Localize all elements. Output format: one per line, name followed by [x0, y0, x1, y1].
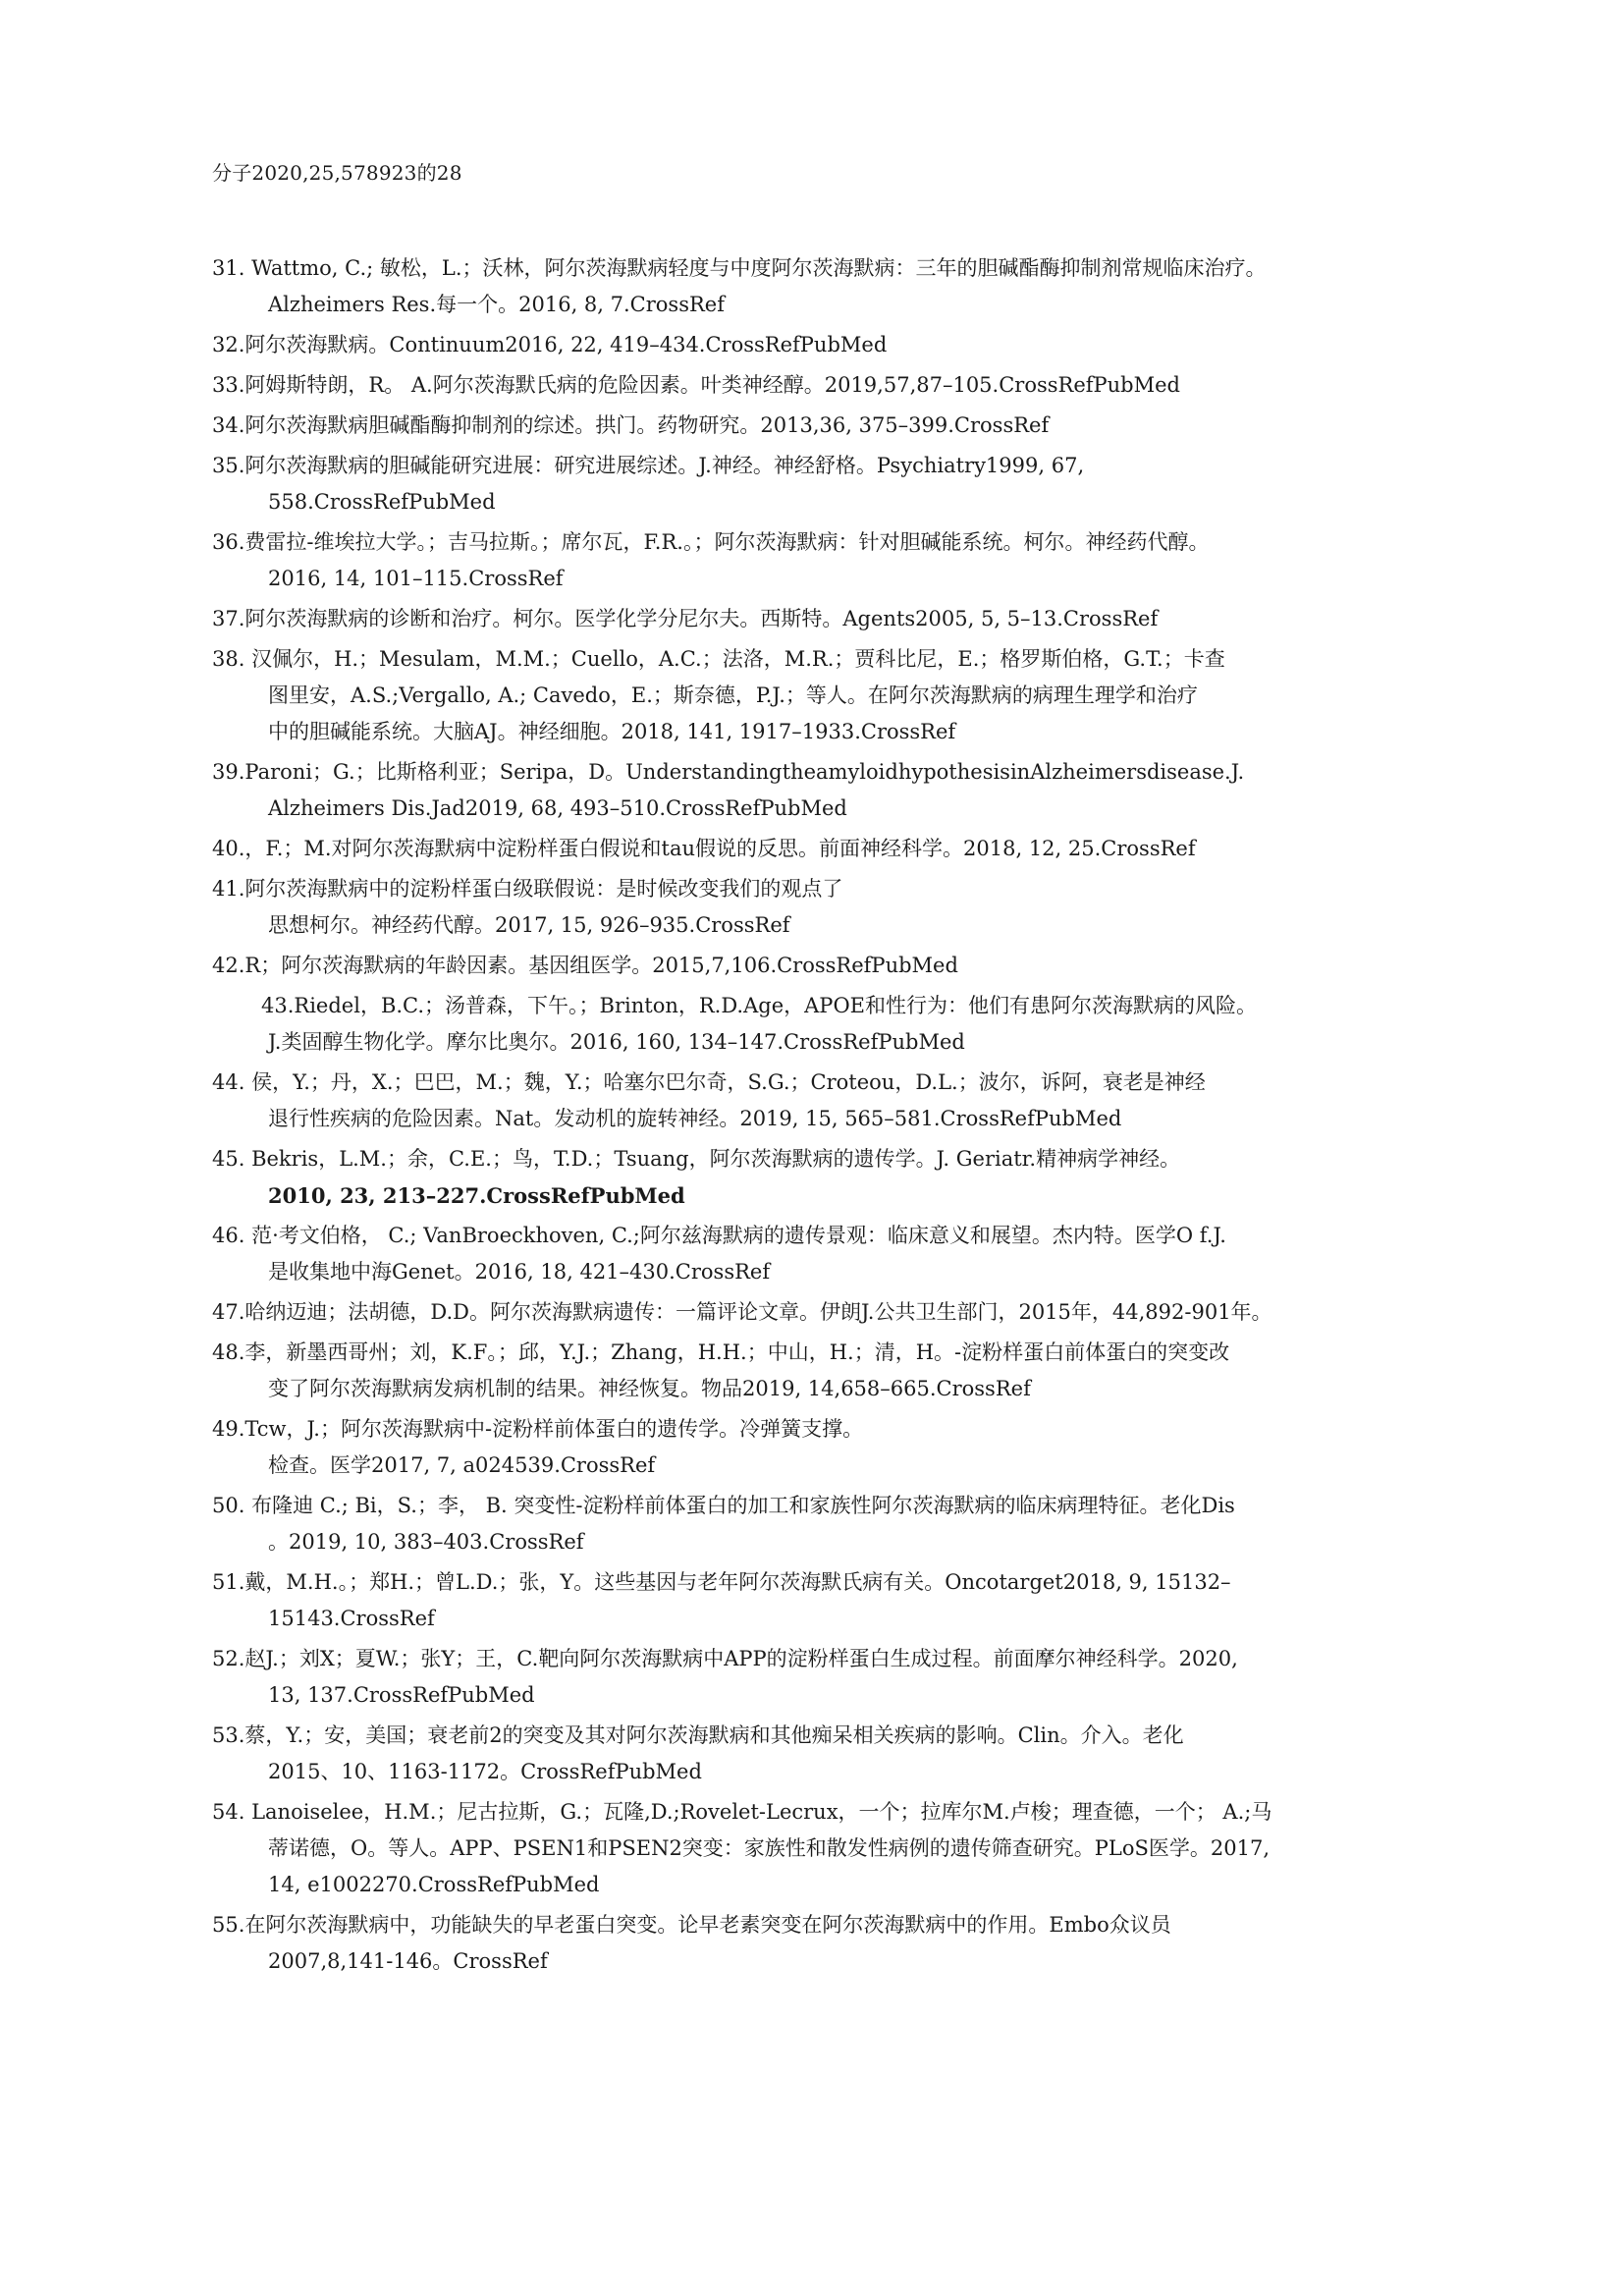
reference-item	[212, 1794, 1449, 1903]
reference-line: 40.，F.；M.对阿尔茨海默病中淀粉样蛋白假说和tau假说的反思。前面神经科学。2018, 12, 25.CrossRef	[212, 837, 1196, 860]
reference-item	[212, 948, 1449, 984]
reference-item	[212, 1065, 1449, 1137]
reference-line: 15143.CrossRef	[268, 1607, 435, 1630]
reference-item	[212, 250, 1449, 323]
reference-line: 13, 137.CrossRefPubMed	[268, 1683, 535, 1707]
journal-citation-header: 分子2020,25,578923的28	[212, 161, 462, 185]
reference-item	[212, 327, 1449, 363]
reference-line: 45. Bekris，L.M.；余，C.E.；鸟，T.D.；Tsuang，阿尔茨海默病的遗传学。J. Geriatr.精神病学神经。	[212, 1147, 1181, 1171]
reference-item	[212, 1718, 1449, 1790]
reference-line: 检查。医学2017, 7, a024539.CrossRef	[268, 1453, 656, 1477]
reference-line: 31. Wattmo, C.; 敏松，L.；沃林，阿尔茨海默病轻度与中度阿尔茨海默病：三年的胆碱酯酶抑制剂常规临床治疗。	[212, 256, 1267, 280]
reference-line: 。2019, 10, 383–403.CrossRef	[268, 1530, 584, 1554]
reference-item	[212, 408, 1449, 444]
reference-item	[212, 754, 1449, 827]
reference-item	[212, 601, 1449, 637]
reference-line: 44. 侯，Y.；丹，X.；巴巴，M.；魏，Y.；哈塞尔巴尔奇，S.G.；Croteou，D.L.；波尔，诉阿，衰老是神经	[212, 1070, 1206, 1094]
reference-line: 55.在阿尔茨海默病中，功能缺失的早老蛋白突变。论早老素突变在阿尔茨海默病中的作用。Embo众议员	[212, 1913, 1171, 1937]
reference-line: 42.R；阿尔茨海默病的年龄因素。基因组医学。2015,7,106.CrossRefPubMed	[212, 954, 958, 977]
reference-line: Alzheimers Dis.Jad2019, 68, 493–510.CrossRefPubMed	[268, 796, 847, 820]
reference-line: 37.阿尔茨海默病的诊断和治疗。柯尔。医学化学分尼尔夫。西斯特。Agents2005, 5, 5–13.CrossRef	[212, 607, 1159, 630]
reference-item	[212, 1488, 1449, 1560]
reference-line: 47.哈纳迈迪；法胡德，D.D。阿尔茨海默病遗传：一篇评论文章。伊朗J.公共卫生部门，2015年，44,892-901年。	[212, 1300, 1272, 1324]
reference-item	[212, 871, 1449, 944]
reference-item	[212, 524, 1449, 597]
reference-line: 34.阿尔茨海默病胆碱酯酶抑制剂的综述。拱门。药物研究。2013,36, 375–399.CrossRef	[212, 413, 1050, 437]
reference-item	[212, 1641, 1449, 1714]
reference-line: 50. 布隆迪 C.; Bi，S.；李， B. 突变性-淀粉样前体蛋白的加工和家族性阿尔茨海默病的临床病理特征。老化Dis	[212, 1494, 1235, 1517]
reference-item	[212, 1411, 1449, 1484]
reference-line: J.类固醇生物化学。摩尔比奥尔。2016, 160, 134–147.CrossRefPubMed	[268, 1030, 965, 1054]
reference-item	[212, 641, 1449, 750]
reference-line: 2010, 23, 213–227.CrossRefPubMed	[268, 1183, 685, 1208]
reference-line: 48.李，新墨西哥州；刘，K.F。；邱，Y.J.；Zhang，H.H.；中山，H.；清，H。-淀粉样蛋白前体蛋白的突变改	[212, 1340, 1230, 1364]
reference-item	[212, 1564, 1449, 1637]
reference-item	[212, 448, 1449, 520]
reference-line: 是收集地中海Genet。2016, 18, 421–430.CrossRef	[268, 1260, 771, 1284]
reference-line: 54. Lanoiselee，H.M.；尼古拉斯，G.；瓦隆,D.;Rovelet-Lecrux，一个；拉库尔M.卢梭；理查德，一个； A.;马	[212, 1800, 1272, 1824]
reference-item	[212, 1335, 1449, 1407]
reference-line: 46. 范·考文伯格， C.; VanBroeckhoven, C.;阿尔兹海默病的遗传景观：临床意义和展望。杰内特。医学O f.J.	[212, 1224, 1226, 1247]
reference-line: 14, e1002270.CrossRefPubMed	[268, 1873, 600, 1896]
reference-line: 36.费雷拉-维埃拉大学。；吉马拉斯。；席尔瓦，F.R.。；阿尔茨海默病：针对胆碱能系统。柯尔。神经药代醇。	[212, 530, 1210, 554]
reference-line: 38. 汉佩尔，H.；Mesulam，M.M.；Cuello，A.C.；法洛，M.R.；贾科比尼，E.；格罗斯伯格，G.T.；卡查	[212, 647, 1225, 671]
reference-item	[212, 988, 1449, 1061]
reference-line: 53.蔡，Y.；安，美国；衰老前2的突变及其对阿尔茨海默病和其他痴呆相关疾病的影响。Clin。介入。老化	[212, 1723, 1184, 1747]
reference-item	[212, 1907, 1449, 1980]
reference-item	[212, 831, 1449, 867]
reference-line: 35.阿尔茨海默病的胆碱能研究进展：研究进展综述。J.神经。神经舒格。Psychiatry1999, 67,	[212, 454, 1085, 477]
reference-line: 中的胆碱能系统。大脑AJ。神经细胞。2018, 141, 1917–1933.CrossRef	[268, 720, 956, 743]
reference-line: 51.戴，M.H.。；郑H.；曾L.D.；张，Y。这些基因与老年阿尔茨海默氏病有关。Oncotarget2018, 9, 15132–	[212, 1570, 1231, 1594]
reference-line: 2007,8,141-146。CrossRef	[268, 1949, 548, 1973]
reference-item	[212, 1294, 1449, 1331]
reference-line: Alzheimers Res.每一个。2016, 8, 7.CrossRef	[268, 293, 725, 316]
reference-line: 43.Riedel，B.C.；汤普森，下午。；Brinton，R.D.Age，APOE和性行为：他们有患阿尔茨海默病的风险。	[261, 994, 1257, 1017]
reference-line: 2015、10、1163-1172。CrossRefPubMed	[268, 1760, 702, 1783]
reference-line: 变了阿尔茨海默病发病机制的结果。神经恢复。物品2019, 14,658–665.CrossRef	[268, 1377, 1031, 1400]
reference-line: 39.Paroni；G.；比斯格利亚；Seripa，D。UnderstandingtheamyloidhypothesisinAlzheimersdisease.J.	[212, 760, 1245, 784]
reference-line: 思想柯尔。神经药代醇。2017, 15, 926–935.CrossRef	[268, 913, 790, 937]
reference-item	[212, 1141, 1449, 1214]
reference-line: 蒂诺德，O。等人。APP、PSEN1和PSEN2突变：家族性和散发性病例的遗传筛查研究。PLoS医学。2017,	[268, 1836, 1271, 1860]
reference-line: 41.阿尔茨海默病中的淀粉样蛋白级联假说：是时候改变我们的观点了	[212, 877, 843, 901]
reference-line: 52.赵J.；刘X；夏W.；张Y；王，C.靶向阿尔茨海默病中APP的淀粉样蛋白生成过程。前面摩尔神经科学。2020,	[212, 1647, 1238, 1670]
reference-line: 33.阿姆斯特朗，R。 A.阿尔茨海默氏病的危险因素。叶类神经醇。2019,57,87–105.CrossRefPubMed	[212, 373, 1181, 397]
reference-line: 49.Tcw，J.；阿尔茨海默病中-淀粉样前体蛋白的遗传学。冷弹簧支撑。	[212, 1417, 864, 1441]
reference-line: 2016, 14, 101–115.CrossRef	[268, 567, 564, 590]
reference-line: 退行性疾病的危险因素。Nat。发动机的旋转神经。2019, 15, 565–581.CrossRefPubMed	[268, 1107, 1122, 1130]
reference-item	[212, 1218, 1449, 1290]
reference-item	[212, 367, 1449, 404]
reference-line: 32.阿尔茨海默病。Continuum2016, 22, 419–434.CrossRefPubMed	[212, 333, 888, 356]
reference-list	[212, 250, 1449, 1984]
reference-line: 558.CrossRefPubMed	[268, 490, 496, 514]
reference-line: 图里安，A.S.;Vergallo, A.; Cavedo，E.；斯奈德，P.J.；等人。在阿尔茨海默病的病理生理学和治疗	[268, 683, 1198, 707]
